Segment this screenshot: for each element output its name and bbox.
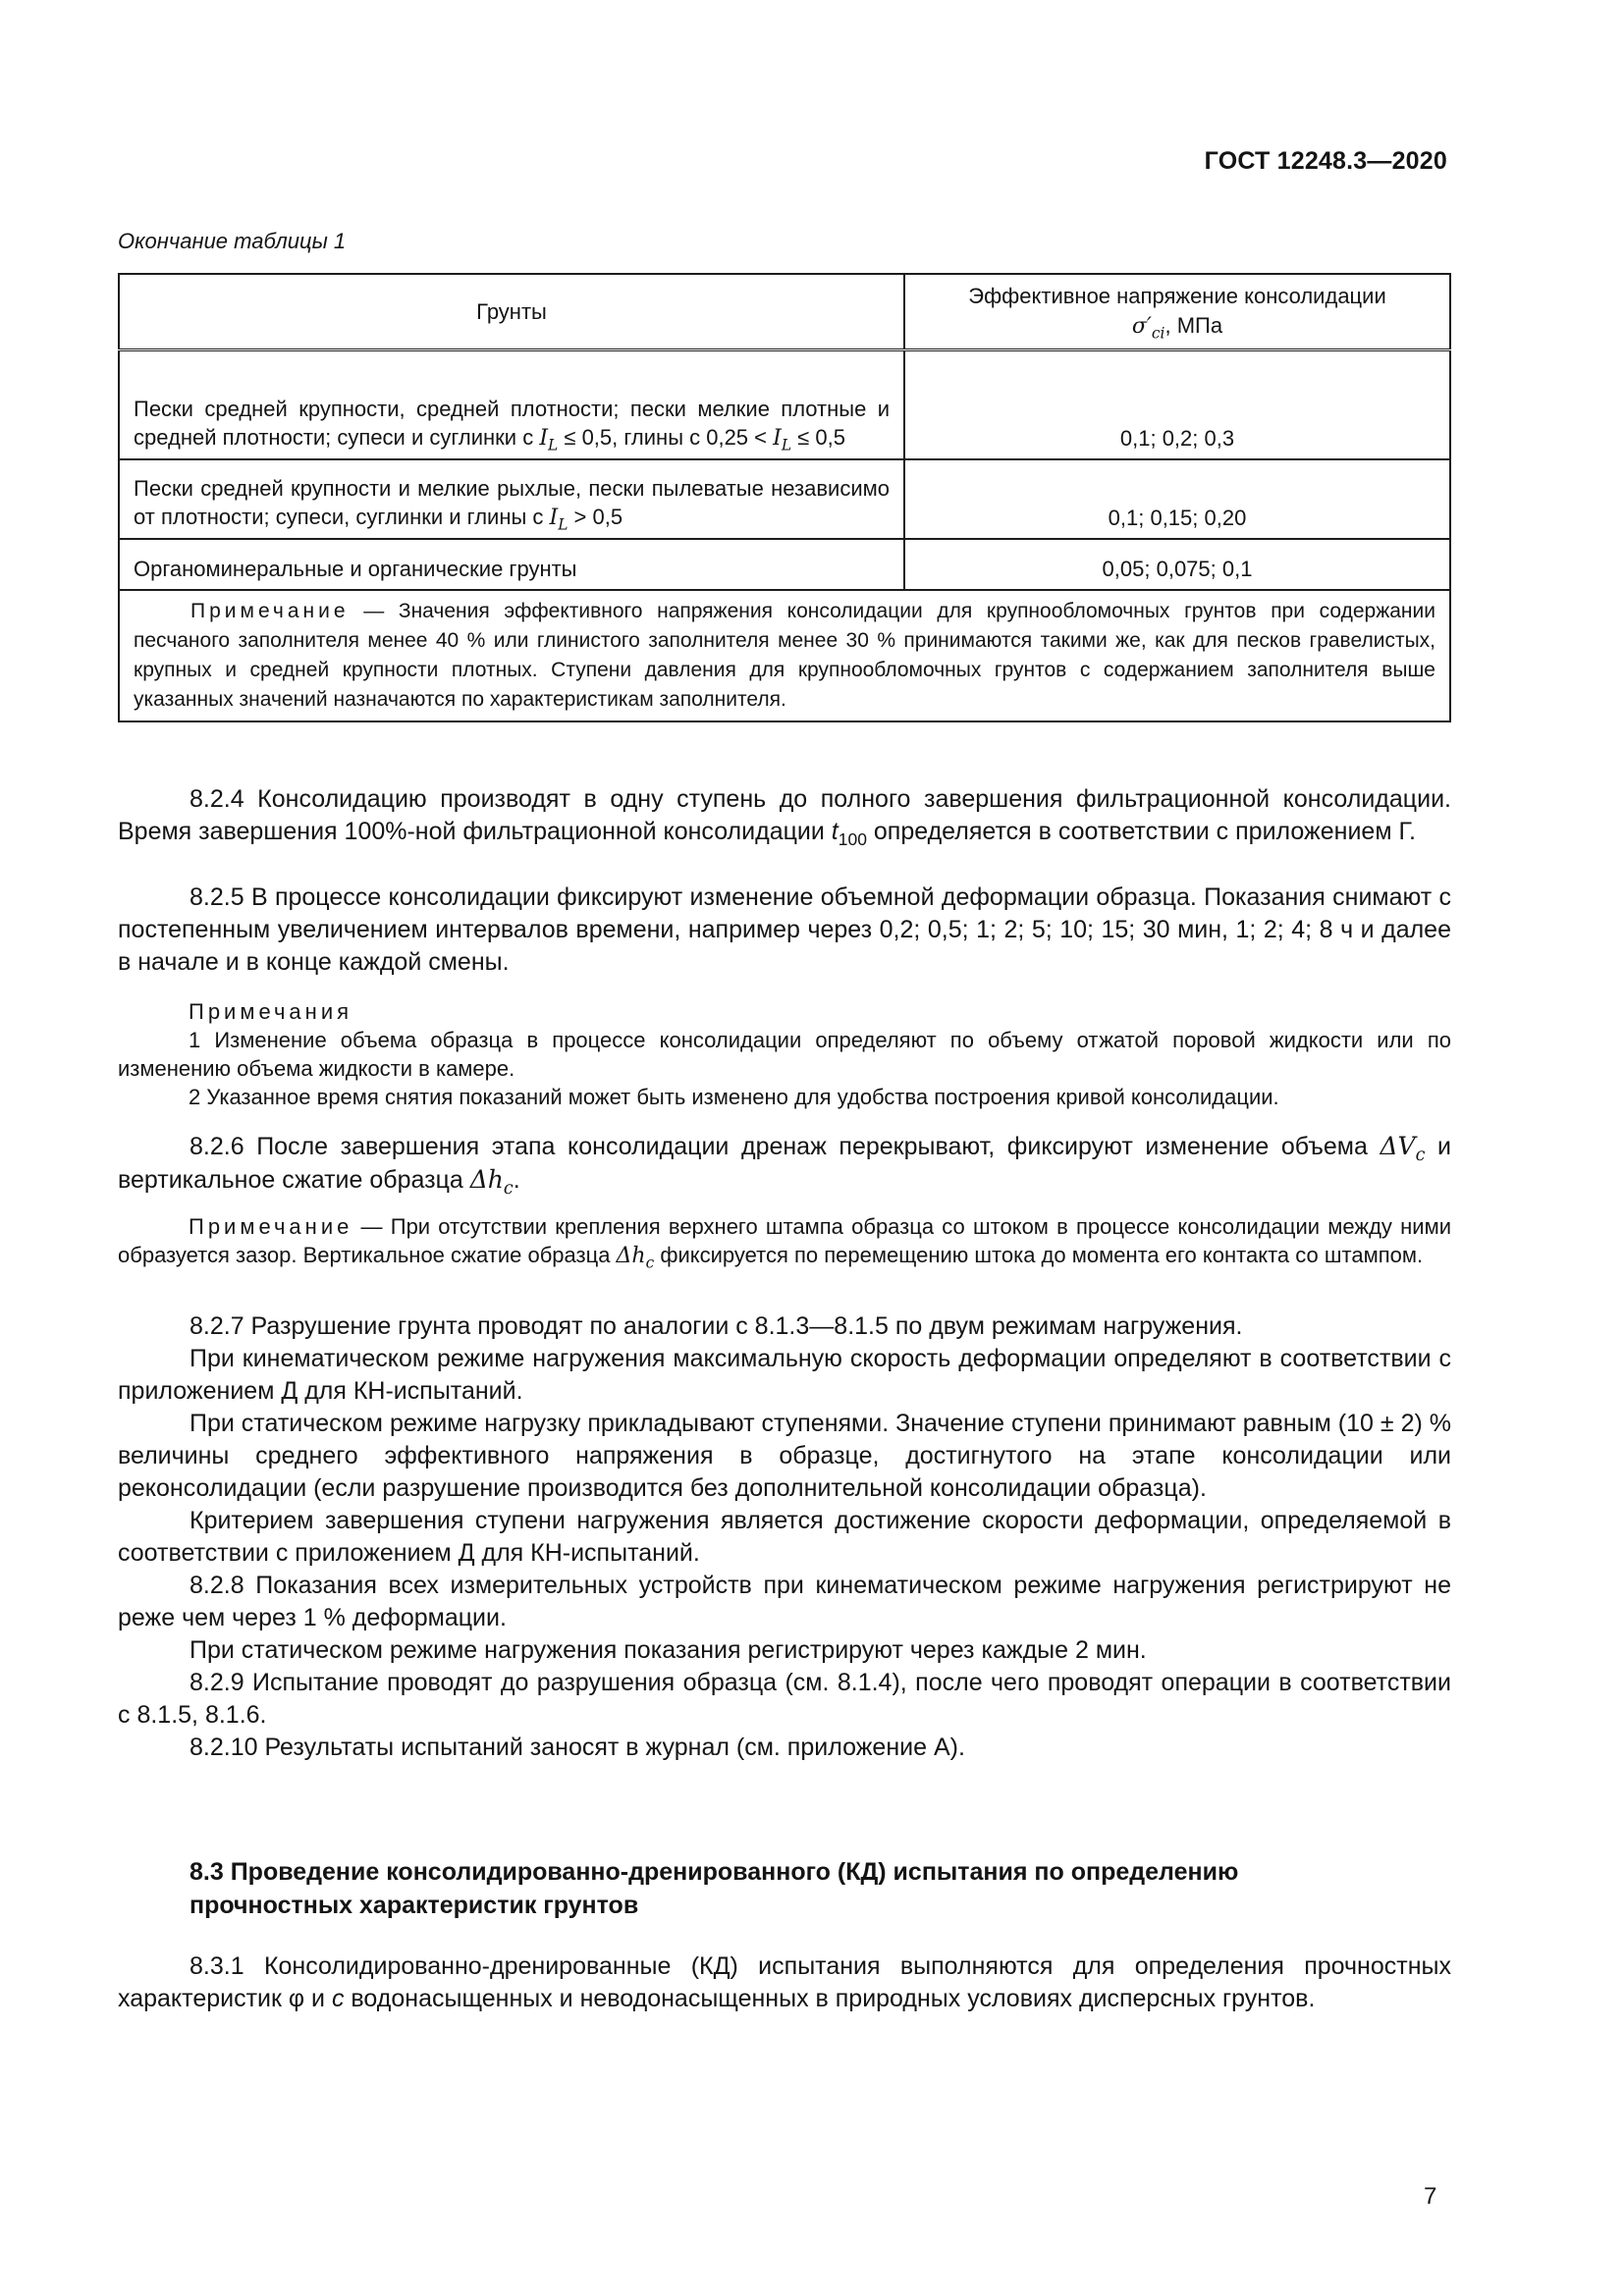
table-row bbox=[119, 350, 1450, 460]
paragraphs-8-2-7-to-8-2-10 bbox=[118, 1310, 1451, 1764]
note-item: 1 Изменение объема образца в процессе консолидации определяют по объему отжатой поровой жидкости или по изменению объема жидкости в камере. bbox=[118, 1028, 1451, 1081]
paragraph: 8.2.7 Разрушение грунта проводят по аналогии с 8.1.3—8.1.5 по двум режимам нагружения. bbox=[189, 1312, 1243, 1340]
page-number: 7 bbox=[1424, 2183, 1437, 2210]
paragraph: 8.2.10 Результаты испытаний заносят в журнал (см. приложение А). bbox=[189, 1734, 965, 1761]
note-label: Примечание bbox=[189, 1214, 353, 1239]
table-row bbox=[119, 539, 1450, 590]
document-code: ГОСТ 12248.3—2020 bbox=[1204, 147, 1447, 175]
notes-label: Примечания bbox=[189, 999, 353, 1024]
paragraph: 8.2.9 Испытание проводят до разрушения образца (см. 8.1.4), после чего проводят операции в соответствии с 8.1.5, 8.1.6. bbox=[118, 1669, 1451, 1729]
paragraph-8-3-1: 8.3.1 Консолидированно-дренированные (КД) испытания выполняются для определения прочностных характеристик φ и c водонасыщенных и неводонасыщенных в природных условиях дисперсных грунтов. bbox=[118, 1952, 1451, 2012]
note-item: 2 Указанное время снятия показаний может быть изменено для удобства построения кривой консолидации. bbox=[189, 1085, 1279, 1109]
note-8-2-6: Примечание — При отсутствии крепления верхнего штампа образца со штоком в процессе консолидации между ними образуется зазор. Вертикальное сжатие образца $\Delta h_c$ фиксируется по перемещению штока до момента его контакта со штампом. bbox=[118, 1214, 1451, 1272]
soil-cell: Пески средней крупности и мелкие рыхлые, пески пылеватые независимо от плотности; супеси, суглинки и глины с $I_L > 0,5$ bbox=[119, 459, 904, 539]
stress-value-cell: 0,05; 0,075; 0,1 bbox=[904, 539, 1450, 590]
notes-8-2-5 bbox=[118, 997, 1451, 1111]
section-heading-8-3: 8.3 Проведение консолидированно-дренированного (КД) испытания по определению прочностных характеристик грунтов bbox=[189, 1858, 1239, 1919]
col-stress-header-title: Эффективное напряжение консолидации bbox=[968, 284, 1386, 308]
paragraph: При статическом режиме нагрузку прикладывают ступенями. Значение ступени принимают равным (10 ± 2) % величины среднего эффективного напряжения в образце, достигнутого на этапе консолидации или реконсолидации (если разрушение производится без дополнительной консолидации образца). bbox=[118, 1410, 1451, 1502]
table-caption: Окончание таблицы 1 bbox=[118, 229, 347, 253]
table-note-row bbox=[119, 590, 1450, 721]
soil-cell: Пески средней крупности, средней плотности; пески мелкие плотные и средней плотности; супеси и суглинки с $I_L \le 0,5$, глины с $0,25 < I_L \le 0,5$ bbox=[119, 350, 904, 460]
table-note: Примечание — Значения эффективного напряжения консолидации для крупнообломочных грунтов при содержании песчаного заполнителя менее 40 % или глинистого заполнителя менее 30 % принимаются такими же, как для песков гравелистых, крупных и средней крупности плотных. Ступени давления для крупнообломочных грунтов с содержанием заполнителя выше указанных значений назначаются по характеристикам заполнителя. bbox=[119, 590, 1450, 721]
table-header-row bbox=[119, 274, 1450, 350]
table-row bbox=[119, 459, 1450, 539]
paragraph-8-2-6: 8.2.6 После завершения этапа консолидации дренаж перекрывают, фиксируют изменение объема $\Delta V_c$ и вертикальное сжатие образца $\Delta h_c$. bbox=[118, 1132, 1451, 1199]
soils-table bbox=[118, 273, 1451, 722]
stress-value-cell: 0,1; 0,2; 0,3 bbox=[904, 350, 1450, 460]
paragraph: 8.2.8 Показания всех измерительных устройств при кинематическом режиме нагружения регистрируют не реже чем через 1 % деформации. bbox=[118, 1572, 1451, 1631]
paragraph-8-2-4: 8.2.4 Консолидацию производят в одну ступень до полного завершения фильтрационной консолидации. Время завершения 100%-ной фильтрационной консолидации $t_{100}$ определяется в соответствии с приложением Г. bbox=[118, 785, 1451, 849]
col-stress-header bbox=[904, 274, 1450, 350]
paragraph: Критерием завершения ступени нагружения является достижение скорости деформации, определяемой в соответствии с приложением Д для КН-испытаний. bbox=[118, 1507, 1451, 1567]
stress-value-cell: 0,1; 0,15; 0,20 bbox=[904, 459, 1450, 539]
note-label: Примечание bbox=[190, 600, 350, 622]
col-stress-header-symbol: $\sigma'_{ci}$, МПа bbox=[1131, 313, 1223, 343]
paragraph: При кинематическом режиме нагружения максимальную скорость деформации определяют в соответствии с приложением Д для КН-испытаний. bbox=[118, 1345, 1451, 1405]
col-soils-header: Грунты bbox=[119, 274, 904, 350]
paragraph-8-2-5: 8.2.5 В процессе консолидации фиксируют изменение объемной деформации образца. Показания снимают с постепенным увеличением интервалов времени, например через 0,2; 0,5; 1; 2; 5; 10; 15; 30 мин, 1; 2; 4; 8 ч и далее в начале и в конце каждой смены. bbox=[118, 883, 1451, 976]
paragraph: При статическом режиме нагружения показания регистрируют через каждые 2 мин. bbox=[189, 1636, 1147, 1664]
soil-cell: Органоминеральные и органические грунты bbox=[119, 539, 904, 590]
